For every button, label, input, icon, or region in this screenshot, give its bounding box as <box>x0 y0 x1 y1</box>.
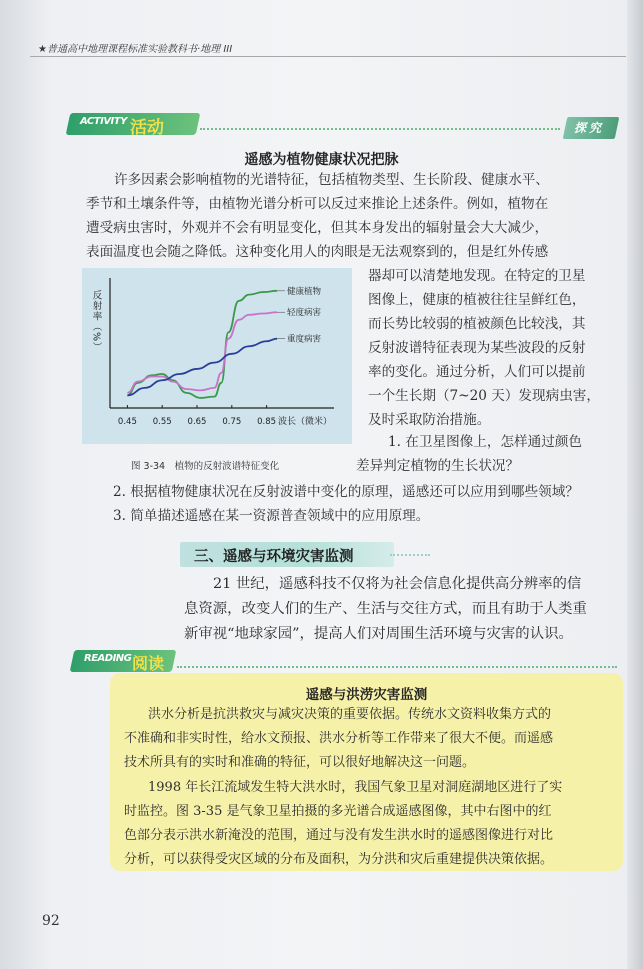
series-label-3: 重度病害 <box>287 334 322 345</box>
reading-p1-line-2: 不准确和非实时性，给水文预报、洪水分析等工作带来了很大不便。而遥感 <box>124 731 554 746</box>
header-divider <box>30 56 626 57</box>
x-tick-label: 0.65 <box>187 417 207 427</box>
reflectance-chart <box>82 268 352 444</box>
reading-p2-line-3: 色部分表示洪水新淹没的范围，通过与没有发生洪水时的遥感图像进行对比 <box>124 828 554 843</box>
x-tick-label: 0.75 <box>222 417 242 427</box>
x-tick-label: 0.45 <box>117 417 137 427</box>
page-number: 92 <box>42 913 60 929</box>
activity-side-line-6: 一个生长期（7~20 天）发现病虫害， <box>368 388 600 404</box>
question-1-line-1: 1. 在卫星图像上，怎样通过颜色 <box>388 434 583 450</box>
series-header: ★普通高中地理课程标准实验教科书·地理 III <box>38 44 233 55</box>
activity-para-line-3: 遭受病虫害时，外观并不会有明显变化，但其本身发出的辐射量会大大减少， <box>86 220 549 236</box>
question-1-line-2: 差异判定植物的生长状况？ <box>356 458 520 474</box>
reading-title: 遥感与洪涝灾害监测 <box>305 687 428 703</box>
section3-line-3: 新审视“地球家园”，提高人们对周围生活环境与灾害的认识。 <box>184 626 573 642</box>
section-heading: 三、遥感与环境灾害监测 <box>194 549 354 565</box>
y-axis-label: 反射率（%） <box>90 290 102 353</box>
reading-label-cn: 阅读 <box>132 654 165 673</box>
activity-para-line-4: 表面温度也会随之降低。这种变化用人的肉眼是无法观察到的，但是红外传感 <box>86 244 549 260</box>
activity-para-line-2: 季节和土壤条件等，由植物光谱分析可以反过来推论上述条件。例如，植物在 <box>86 196 549 212</box>
activity-title: 遥感为植物健康状况把脉 <box>244 152 399 168</box>
section3-line-1: 21 世纪，遥感科技不仅将为社会信息化提供高分辨率的信 <box>213 576 582 592</box>
section3-line-2: 息资源，改变人们的生产、生活与交往方式，而且有助于人类重 <box>184 601 587 617</box>
x-tick-label: 0.85 <box>257 417 277 427</box>
activity-label-cn: 活动 <box>130 118 164 138</box>
series-line-3 <box>127 339 277 396</box>
activity-side-line-2: 图像上，健康的植被往往呈鲜红色， <box>368 292 586 308</box>
reading-p2-line-1: 1998 年长江流域发生特大洪水时，我国气象卫星对洞庭湖地区进行了实 <box>148 780 563 795</box>
page-edge <box>627 0 643 969</box>
reading-p2-line-4: 分析，可以获得受灾区域的分布及面积，为分洪和灾后重建提供决策依据。 <box>124 852 554 867</box>
activity-para-line-1: 许多因素会影响植物的光谱特征，包括植物类型、生长阶段、健康水平、 <box>114 172 549 188</box>
figure-caption: 图 3-34 植物的反射波谱特征变化 <box>131 461 280 472</box>
activity-side-line-7: 及时采取防治措施。 <box>368 412 491 428</box>
x-tick-label: 0.55 <box>152 417 172 427</box>
activity-label-en: ACTIVITY <box>80 116 127 127</box>
series-label-1: 健康植物 <box>287 286 322 297</box>
series-line-2 <box>127 312 277 393</box>
activity-side-line-5: 率的变化。通过分析，人们可以提前 <box>368 364 586 380</box>
reading-dotted-divider <box>177 666 617 668</box>
activity-side-line-1: 器却可以清楚地发现。在特定的卫星 <box>368 268 586 284</box>
activity-dotted-divider <box>200 128 560 130</box>
x-axis-label: 波长（微米） <box>277 417 332 427</box>
activity-side-line-4: 反射波谱特征表现为某些波段的反射 <box>368 340 586 356</box>
series-label-2: 轻度病害 <box>287 308 322 319</box>
reflectance-chart-panel <box>82 268 352 444</box>
reading-label-en: READING <box>84 653 132 664</box>
explore-tag: 探究 <box>574 121 605 135</box>
reading-p1-line-1: 洪水分析是抗洪救灾与减灾决策的重要依据。传统水文资料收集方式的 <box>148 707 552 722</box>
question-3: 3. 简单描述遥感在某一资源普查领域中的应用原理。 <box>113 508 430 524</box>
question-2: 2. 根据植物健康状况在反射波谱中变化的原理，遥感还可以应用到哪些领域？ <box>113 484 579 500</box>
activity-side-line-3: 而长势比较弱的植被颜色比较浅，其 <box>368 316 586 332</box>
reading-p1-line-3: 技术所具有的实时和准确的特征，可以很好地解决这一问题。 <box>124 755 476 770</box>
reading-p2-line-2: 时监控。图 3-35 是气象卫星拍摄的多光谱合成遥感图像，其中右图中的红 <box>124 804 552 819</box>
section-heading-dots <box>390 554 430 556</box>
